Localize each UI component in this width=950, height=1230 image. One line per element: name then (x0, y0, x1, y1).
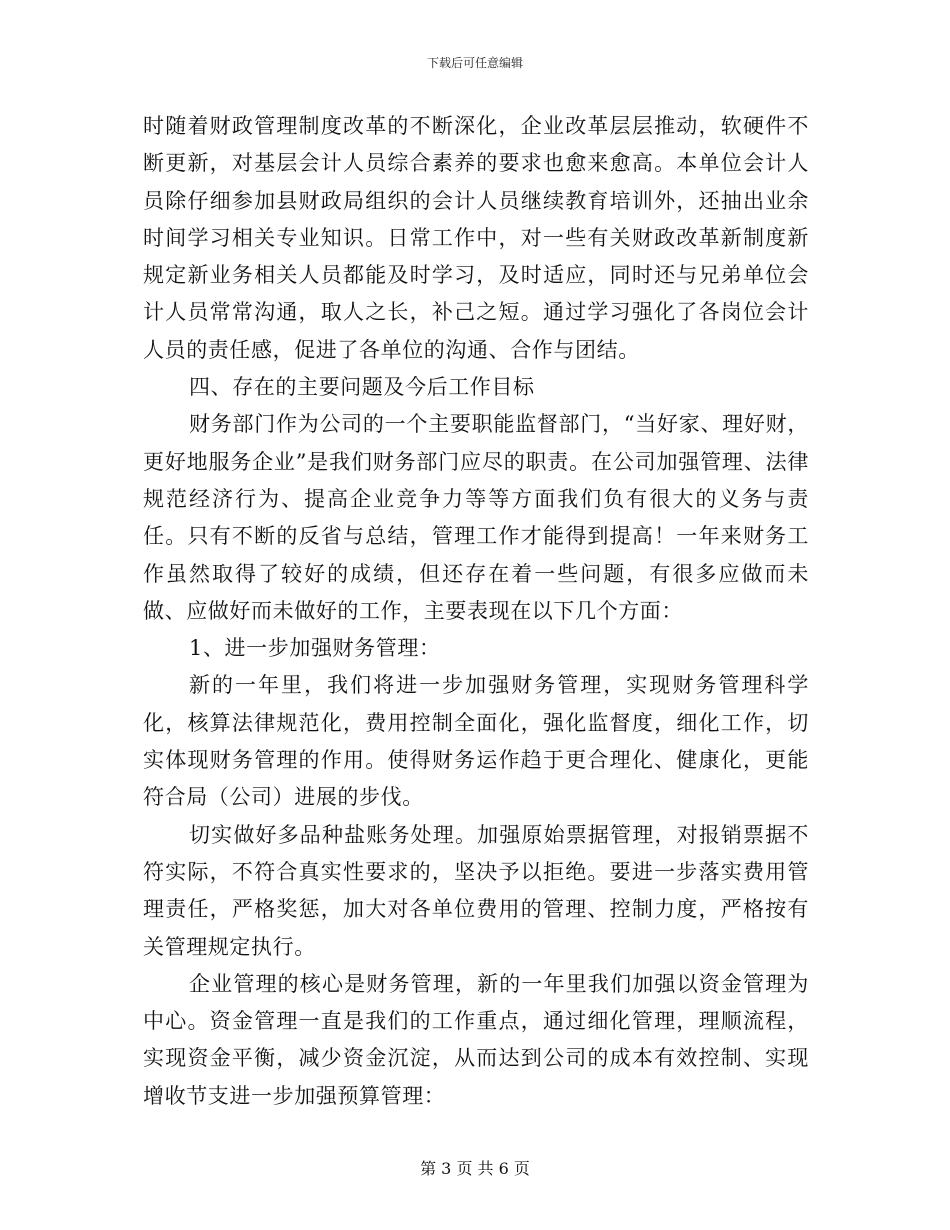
page-footer: 第 3 页 共 6 页 (420, 1159, 530, 1178)
paragraph-finance-role: 财务部门作为公司的一个主要职能监督部门，“当好家、理好财，更好地服务企业”是我们财务部门应尽的职责。在公司加强管理、法律规范经济行为、提高企业竞争力等等方面我们负有很大的义务与责任。只有不断的反省与总结，管理工作才能得到提高！一年来财务工作虽然取得了较好的成绩，但还存在着一些问题，有很多应做而未做、应做好而未做好的工作，主要表现在以下几个方面： (143, 412, 809, 623)
document-body (143, 108, 809, 1115)
subheading-1: 1、进一步加强财务管理： (189, 636, 441, 661)
paragraph-new-year: 新的一年里，我们将进一步加强财务管理，实现财务管理科学化，核算法律规范化，费用控制全面化，强化监督度，细化工作，切实体现财务管理的作用。使得财务运作趋于更合理化、健康化，更能符合局（公司）进展的步伐。 (143, 673, 809, 810)
section-heading-4: 四、存在的主要问题及今后工作目标 (189, 375, 535, 400)
paragraph-salt-accounts: 切实做好多品种盐账务处理。加强原始票据管理，对报销票据不符实际，不符合真实性要求的，坚决予以拒绝。要进一步落实费用管理责任，严格奖惩，加大对各单位费用的管理、控制力度，严格按有关管理规定执行。 (143, 822, 809, 959)
paragraph-continuation: 时随着财政管理制度改革的不断深化，企业改革层层推动，软硬件不断更新，对基层会计人员综合素养的要求也愈来愈高。本单位会计人员除仔细参加县财政局组织的会计人员继续教育培训外，还抽出业余时间学习相关专业知识。日常工作中，对一些有关财政改革新制度新规定新业务相关人员都能及时学习，及时适应，同时还与兄弟单位会计人员常常沟通，取人之长，补己之短。通过学习强化了各岗位会计人员的责任感，促进了各单位的沟通、合作与团结。 (143, 114, 809, 362)
paragraph-fund-management: 企业管理的核心是财务管理，新的一年里我们加强以资金管理为中心。资金管理一直是我们的工作重点，通过细化管理，理顺流程，实现资金平衡，减少资金沉淀，从而达到公司的成本有效控制、实现增收节支进一步加强预算管理： (143, 971, 809, 1108)
page-header: 下载后可任意编辑 (426, 56, 523, 70)
